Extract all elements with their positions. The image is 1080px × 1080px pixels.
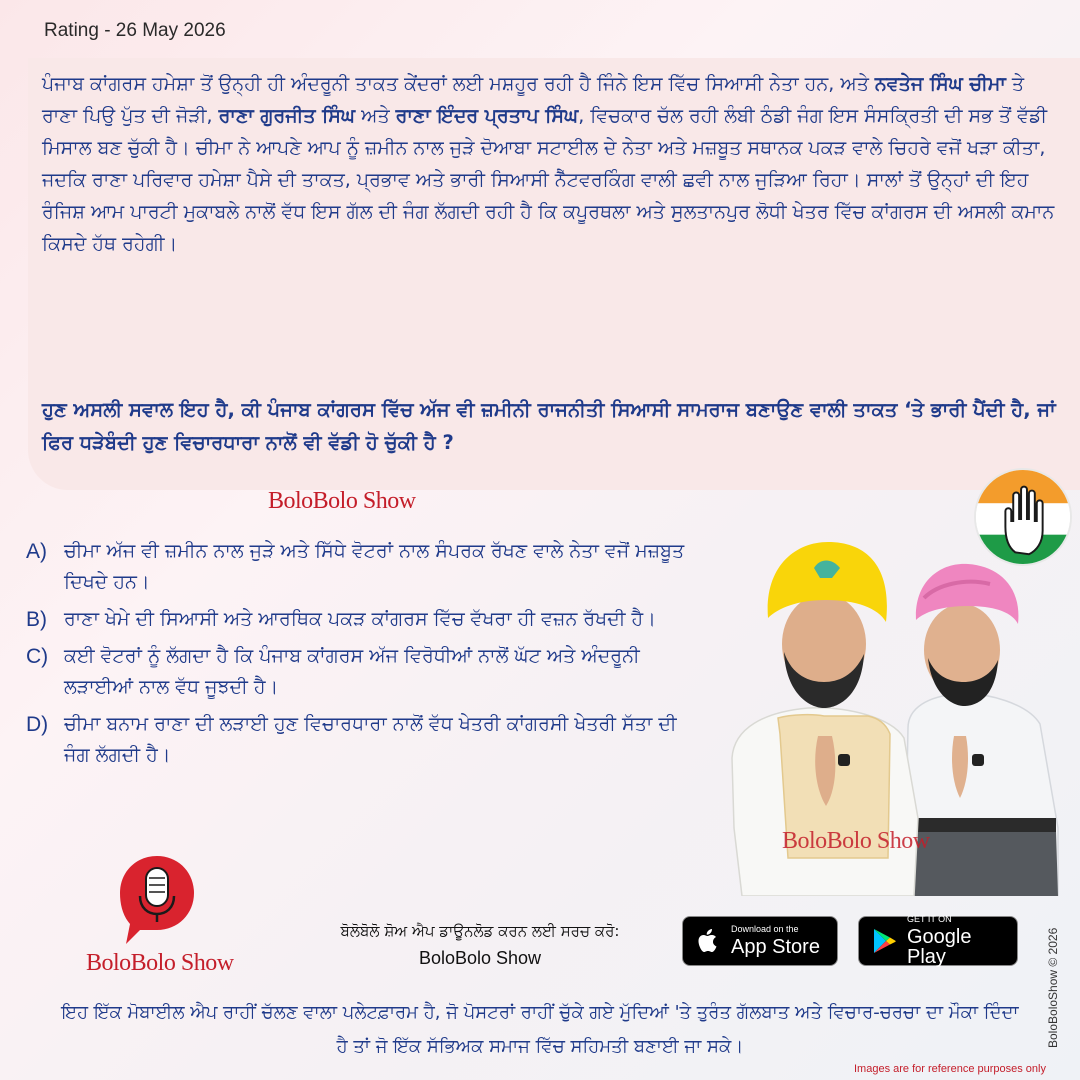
app-store-button[interactable] (682, 916, 838, 966)
intro-text-3: ਅਤੇ (355, 105, 396, 127)
intro-paragraph (42, 68, 1057, 260)
apple-icon (693, 926, 723, 956)
intro-text-2: ਤੇ ਰਾਣਾ ਪਿਉ ਪੁੱਤ ਦੀ ਜੋੜੀ, (42, 73, 1025, 127)
option-b[interactable] (26, 604, 706, 635)
image-disclaimer: Images are for reference purposes only (854, 1063, 1046, 1075)
download-hint: ਬੋਲੋਬੋਲੋ ਸ਼ੋਅ ਐਪ ਡਾਊਨਲੋਡ ਕਰਨ ਲਈ ਸਰਚ ਕਰੋ: (340, 922, 620, 940)
rating-date: Rating - 26 May 2026 (44, 20, 226, 41)
poll-options (26, 536, 706, 777)
option-key: D) (26, 713, 49, 736)
app-search-name: BoloBolo Show (418, 948, 542, 968)
option-d[interactable] (26, 709, 706, 771)
option-c[interactable] (26, 641, 706, 703)
app-store-label: App Store (731, 936, 820, 958)
brand-watermark: BoloBolo Show (268, 488, 416, 514)
name-rana-inder: ਰਾਣਾ ਇੰਦਰ ਪ੍ਰਤਾਪ ਸਿੰਘ (395, 105, 579, 127)
option-text: ਰਾਣਾ ਖੇਮੇ ਦੀ ਸਿਆਸੀ ਅਤੇ ਆਰਥਿਕ ਪਕੜ ਕਾਂਗਰਸ ਵਿੱਚ ਵੱਖਰਾ ਹੀ ਵਜ਼ਨ ਰੱਖਦੀ ਹੈ। (64, 608, 656, 630)
option-key: A) (26, 540, 47, 563)
google-play-icon (869, 926, 899, 956)
google-play-label: Google Play (907, 926, 972, 968)
photo-brand-watermark: BoloBolo Show (782, 828, 930, 854)
brand-logo-text: BoloBolo Show (86, 950, 234, 976)
poll-question: ਹੁਣ ਅਸਲੀ ਸਵਾਲ ਇਹ ਹੈ, ਕੀ ਪੰਜਾਬ ਕਾਂਗਰਸ ਵਿੱਚ ਅੱਜ ਵੀ ਜ਼ਮੀਨੀ ਰਾਜਨੀਤੀ ਸਿਆਸੀ ਸਾਮਰਾਜ ਬਣਾਉਣ ਵਾਲੀ ਤਾਕਤ ‘ਤੇ ਭਾਰੀ ਪੈਂਦੀ ਹੈ, ਜਾਂ ਫਿਰ ਧੜੇਬੰਦੀ ਹੁਣ ਵਿਚਾਰਧਾਰਾ ਨਾਲੋਂ ਵੀ ਵੱਡੀ ਹੋ ਚੁੱਕੀ ਹੈ ? (42, 398, 1056, 454)
google-play-button[interactable] (858, 916, 1018, 966)
app-store-small-text: Download on the (731, 924, 799, 934)
microphone-icon (116, 852, 198, 948)
copyright-credit: BoloBoloShow © 2026 (1046, 927, 1060, 1048)
option-text: ਚੀਮਾ ਅੱਜ ਵੀ ਜ਼ਮੀਨ ਨਾਲ ਜੁੜੇ ਅਤੇ ਸਿੱਧੇ ਵੋਟਰਾਂ ਨਾਲ ਸੰਪਰਕ ਰੱਖਣ ਵਾਲੇ ਨੇਤਾ ਵਜੋਂ ਮਜ਼ਬੂਤ ਦਿਖਦੇ ਹਨ। (64, 540, 685, 593)
option-text: ਚੀਮਾ ਬਨਾਮ ਰਾਣਾ ਦੀ ਲੜਾਈ ਹੁਣ ਵਿਚਾਰਧਾਰਾ ਨਾਲੋਂ ਵੱਧ ਖੇਤਰੀ ਕਾਂਗਰਸੀ ਖੇਤਰੀ ਸੱਤਾ ਦੀ ਜੰਗ ਲੱਗਦੀ ਹੈ। (64, 713, 677, 766)
name-cheema: ਨਵਤੇਜ ਸਿੰਘ ਚੀਮਾ (874, 73, 1006, 95)
intro-text-4: , ਵਿਚਕਾਰ ਚੱਲ ਰਹੀ ਲੰਬੀ ਠੰਡੀ ਜੰਗ ਇਸ ਸੰਸਕ੍ਰਿਤੀ ਦੀ ਸਭ ਤੋਂ ਵੱਡੀ ਮਿਸਾਲ ਬਣ ਚੁੱਕੀ ਹੈ। ਚੀਮਾ ਨੇ ਆਪਣੇ ਆਪ ਨੂੰ ਜ਼ਮੀਨ ਨਾਲ ਜੁੜੇ ਦੋਆਬਾ ਸਟਾਈਲ ਦੇ ਨੇਤਾ ਅਤੇ ਮਜ਼ਬੂਤ ਸਥਾਨਕ ਪਕੜ ਵਾਲੇ ਚਿਹਰੇ ਵਜੋਂ ਖੜਾ ਕੀਤਾ, ਜਦਕਿ ਰਾਣਾ ਪਰਿਵਾਰ ਹਮੇਸ਼ਾ ਪੈਸੇ ਦੀ ਤਾਕਤ, ਪ੍ਰਭਾਵ ਅਤੇ ਭਾਰੀ ਸਿਆਸੀ ਨੈੱਟਵਰਕਿੰਗ ਵਾਲੀ ਛਵੀ ਨਾਲ ਜੁੜਿਆ ਰਿਹਾ। ਸਾਲਾਂ ਤੋਂ ਉਨ੍ਹਾਂ ਦੀ ਇਹ ਰੰਜਿਸ਼ ਆਮ ਪਾਰਟੀ ਮੁਕਾਬਲੇ ਨਾਲੋਂ ਵੱਧ ਇਸ ਗੱਲ ਦੀ ਜੰਗ ਲੱਗਦੀ ਰਹੀ ਹੈ ਕਿ ਕਪੂਰਥਲਾ ਅਤੇ ਸੁਲਤਾਨਪੁਰ ਲੋਧੀ ਖੇਤਰ ਵਿੱਚ ਕਾਂਗਰਸ ਦੀ ਅਸਲੀ ਕਮਾਨ ਕਿਸਦੇ ਹੱਥ ਰਹੇਗੀ। (42, 105, 1055, 255)
intro-text-1: ਪੰਜਾਬ ਕਾਂਗਰਸ ਹਮੇਸ਼ਾ ਤੋਂ ਉਨ੍ਹੀ ਹੀ ਅੰਦਰੂਨੀ ਤਾਕਤ ਕੇਂਦਰਾਂ ਲਈ ਮਸ਼ਹੂਰ ਰਹੀ ਹੈ ਜਿੰਨੇ ਇਸ ਵਿੱਚ ਸਿਆਸੀ ਨੇਤਾ ਹਨ, ਅਤੇ (42, 73, 875, 95)
google-play-small-text: GET IT ON (907, 914, 952, 924)
option-a[interactable] (26, 536, 706, 598)
option-text: ਕਈ ਵੋਟਰਾਂ ਨੂੰ ਲੱਗਦਾ ਹੈ ਕਿ ਪੰਜਾਬ ਕਾਂਗਰਸ ਅੱਜ ਵਿਰੋਧੀਆਂ ਨਾਲੋਂ ਘੱਟ ਅਤੇ ਅੰਦਰੂਨੀ ਲੜਾਈਆਂ ਨਾਲ ਵੱਧ ਜੂਝਦੀ ਹੈ। (64, 645, 640, 698)
option-key: C) (26, 645, 49, 668)
option-key: B) (26, 608, 47, 631)
footer-description: ਇਹ ਇੱਕ ਮੋਬਾਈਲ ਐਪ ਰਾਹੀਂ ਚੱਲਣ ਵਾਲਾ ਪਲੇਟਫ਼ਾਰਮ ਹੈ, ਜੋ ਪੋਸਟਰਾਂ ਰਾਹੀਂ ਚੁੱਕੇ ਗਏ ਮੁੱਦਿਆਂ 'ਤੇ ਤੁਰੰਤ ਗੱਲਬਾਤ ਅਤੇ ਵਿਚਾਰ-ਚਰਚਾ ਦਾ ਮੌਕਾ ਦਿੰਦਾ ਹੈ ਤਾਂ ਜੋ ਇੱਕ ਸੱਭਿਅਕ ਸਮਾਜ ਵਿੱਚ ਸਹਿਮਤੀ ਬਣਾਈ ਜਾ ਸਕੇ। (61, 1002, 1019, 1057)
name-rana-gurjeet: ਰਾਣਾ ਗੁਰਜੀਤ ਸਿੰਘ (218, 105, 356, 127)
